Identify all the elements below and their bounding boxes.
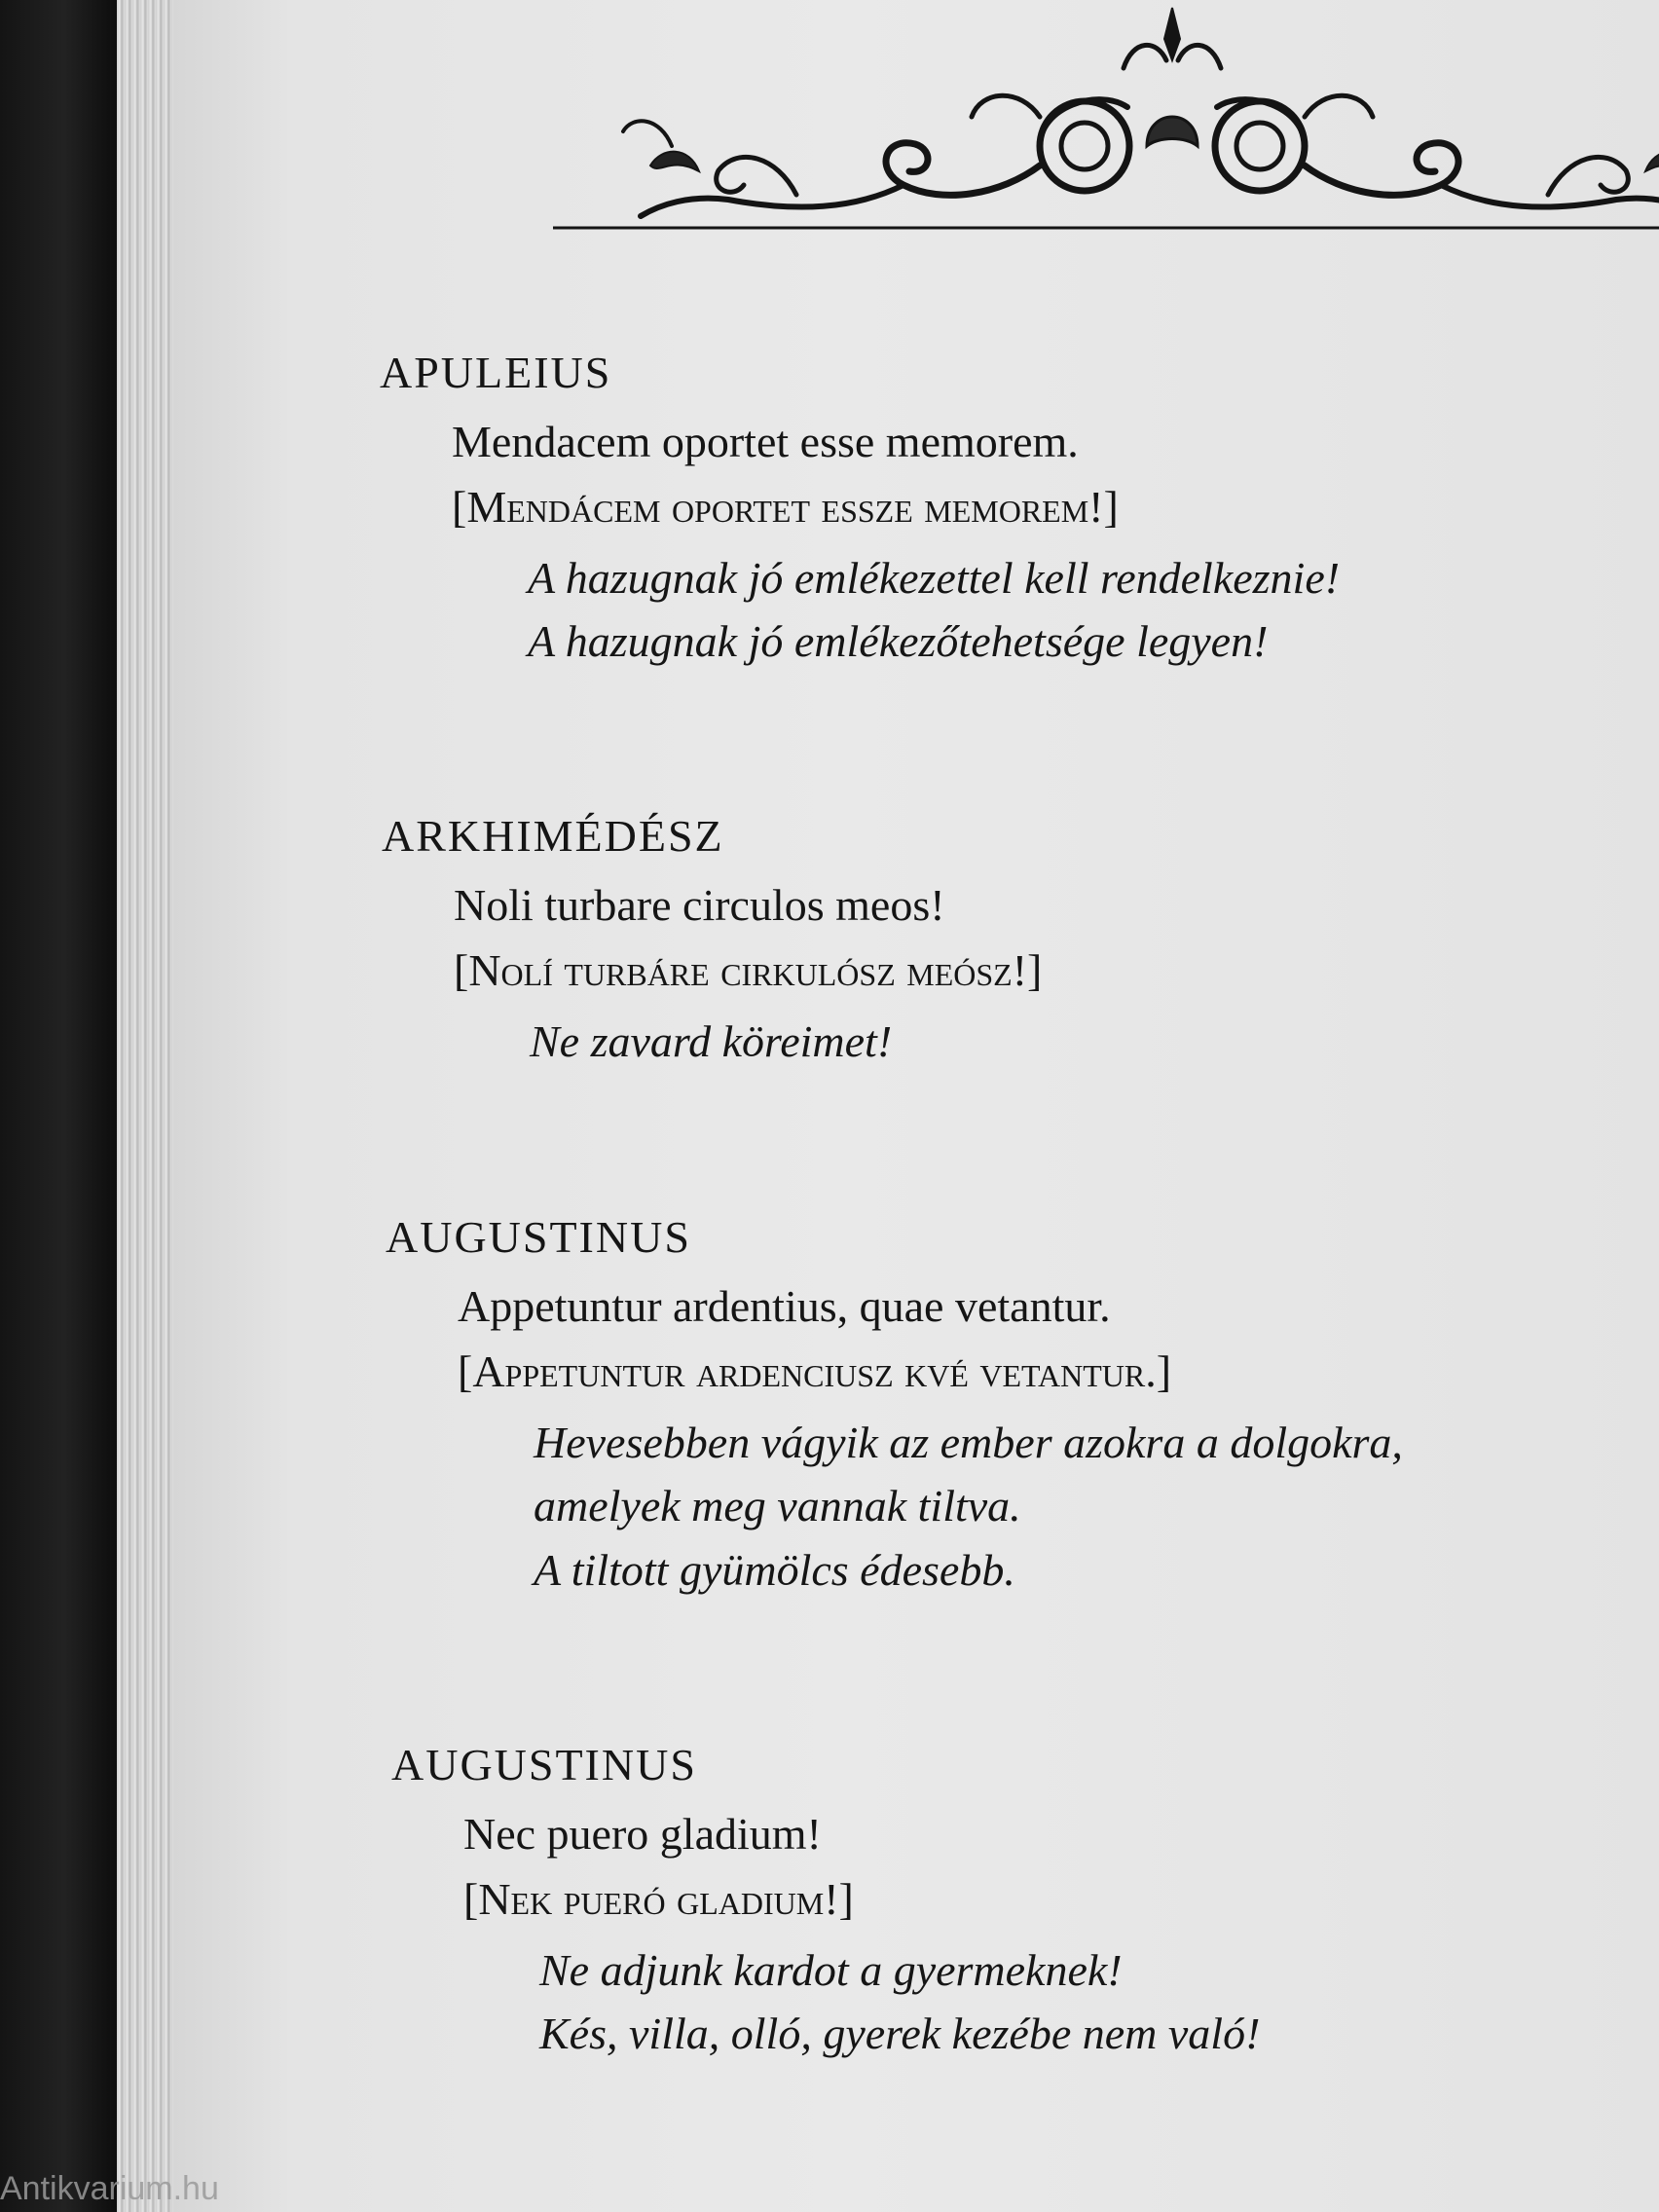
translation-block	[530, 1010, 1042, 1073]
page-edges	[117, 0, 175, 2212]
translation-line: A hazugnak jó emlékezőtehetsége legyen!	[528, 616, 1269, 667]
ornament-flourish-icon	[553, 0, 1659, 243]
quote-entry	[386, 1211, 1403, 1602]
translation-block	[528, 546, 1340, 674]
quote-entry	[391, 1739, 1260, 2066]
translation-line: Kés, villa, olló, gyerek kezébe nem való!	[539, 2009, 1261, 2059]
entry-author: AUGUSTINUS	[391, 1740, 697, 1789]
translation-line: amelyek meg vannak tiltva.	[534, 1481, 1021, 1531]
translation-line: Hevesebben vágyik az ember azokra a dolgokra,	[534, 1418, 1403, 1467]
latin-quote: Appetuntur ardentius, quae vetantur.	[458, 1281, 1111, 1331]
quote-entry	[382, 810, 1042, 1073]
translation-line: A tiltott gyümölcs édesebb.	[534, 1544, 1015, 1595]
pronunciation: [Mendácem oportet essze memorem!]	[452, 482, 1119, 532]
pronunciation: [Appetuntur ardenciusz kvé vetantur.]	[458, 1346, 1172, 1396]
entry-author: ARKHIMÉDÉSZ	[382, 811, 724, 861]
translation-line: Ne adjunk kardot a gyermeknek!	[539, 1945, 1123, 1995]
latin-quote: Nec puero gladium!	[463, 1809, 822, 1859]
latin-quote: Mendacem oportet esse memorem.	[452, 417, 1079, 466]
translation-line: A hazugnak jó emlékezettel kell rendelkeznie!	[528, 553, 1341, 603]
translation-block	[534, 1411, 1403, 1602]
quote-entry	[380, 347, 1340, 674]
book-page	[173, 0, 1659, 2212]
pronunciation: [Nolí turbáre cirkulósz meósz!]	[454, 945, 1043, 995]
watermark: Antikvarium.hu	[0, 2170, 219, 2207]
book-spine-shadow	[0, 0, 117, 2212]
pronunciation: [Nek pueró gladium!]	[463, 1874, 854, 1924]
latin-quote: Noli turbare circulos meos!	[454, 880, 945, 930]
entry-author: AUGUSTINUS	[386, 1212, 691, 1262]
translation-block	[539, 1938, 1260, 2066]
translation-line: Ne zavard köreimet!	[530, 1016, 893, 1066]
entry-author: APULEIUS	[380, 348, 612, 397]
